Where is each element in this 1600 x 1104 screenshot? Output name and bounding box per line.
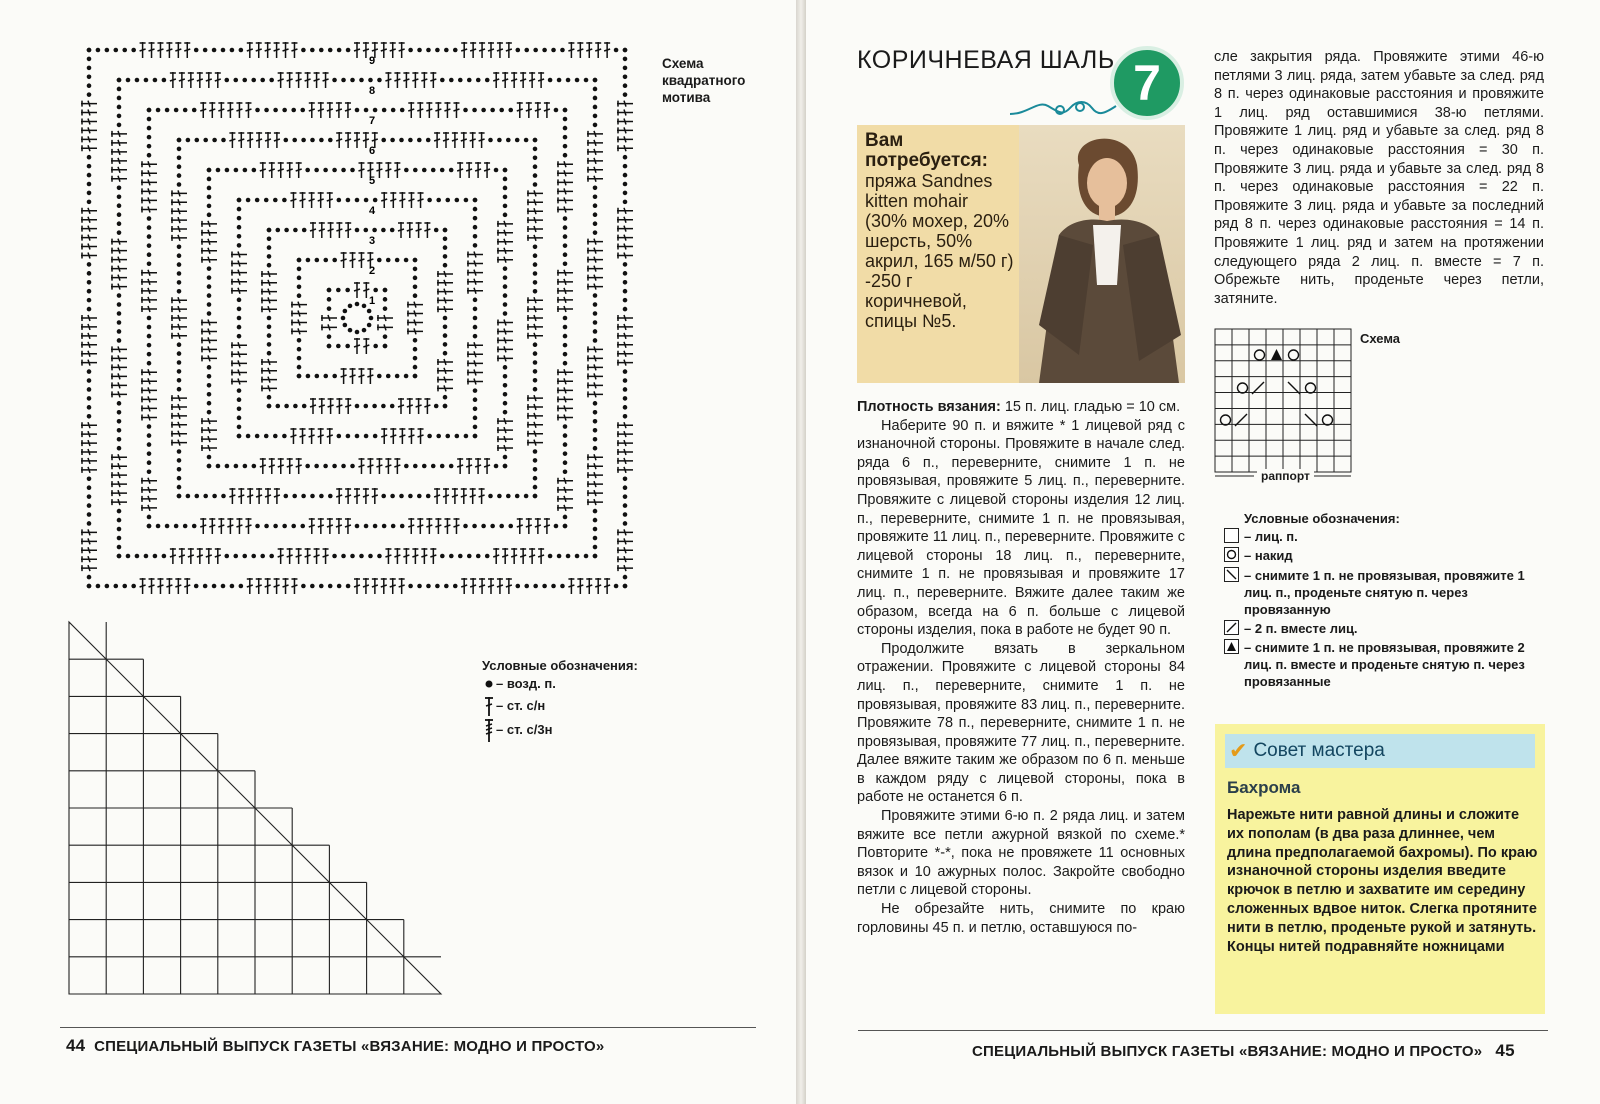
decorative-swirl [1008, 92, 1118, 122]
legend-item-yo [1224, 547, 1554, 564]
legend-label: – возд. п. [496, 676, 556, 691]
right-footer [972, 1041, 1515, 1061]
row-number: 4 [369, 205, 376, 217]
lace-schema-grid [1214, 328, 1354, 480]
row-number: 8 [369, 85, 376, 97]
right-legend-title: Условные обозначения: [1244, 511, 1400, 526]
double-crochet-icon [482, 695, 496, 717]
pattern-number-badge: 7 [1110, 46, 1184, 120]
footer-rule [60, 1027, 756, 1028]
page-number: 45 [1495, 1041, 1515, 1060]
footer-text: СПЕЦИАЛЬНЫЙ ВЫПУСК ГАЗЕТЫ «ВЯЗАНИЕ: МОДНО И ПРОСТО» [972, 1043, 1483, 1060]
materials-text [865, 131, 1015, 331]
schema-caption: Схема [1360, 331, 1401, 346]
tip-box [1215, 724, 1545, 1014]
legend-label: – 2 п. вместе лиц. [1244, 621, 1358, 636]
row-number: 3 [369, 235, 376, 247]
instruction-paragraph: Не обрезайте нить, снимите по краю горловины 45 п. и петлю, оставшуюся по- [857, 901, 1185, 936]
book-gutter [796, 0, 806, 1104]
triple-crochet-icon [482, 717, 496, 743]
left-page [0, 0, 796, 1104]
density-value: 15 п. лиц. гладью = 10 см. [1004, 399, 1181, 415]
legend-label: – ст. с/3н [496, 722, 553, 737]
right-legend [1224, 511, 1554, 690]
materials-box [857, 125, 1185, 383]
legend-item-knit [1224, 528, 1554, 545]
left-legend [482, 658, 638, 743]
checkmark-icon: ✔ [1229, 738, 1248, 763]
row-number: 6 [369, 145, 376, 157]
instructions-column-1 [857, 398, 1185, 937]
legend-item-chain [482, 673, 638, 695]
tip-header-label: Совет мастера [1253, 740, 1385, 761]
density-paragraph [857, 398, 1185, 417]
rapport-label: раппорт [1257, 469, 1314, 483]
footer-rule [858, 1030, 1548, 1031]
legend-label: – ст. с/н [496, 698, 546, 713]
tip-subtitle: Бахрома [1227, 778, 1301, 797]
legend-item-skp [1224, 567, 1554, 618]
materials-description: пряжа Sandnes kitten mohair (30% мохер, 20% шерсть, 50% акрил, 165 м/50 г) -250 г коричневой, спицы №5. [865, 171, 1014, 331]
row-number: 1 [369, 295, 376, 307]
yarn-over-icon [1224, 547, 1239, 562]
woman-in-shawl-illustration [1019, 125, 1185, 383]
legend-label: – лиц. п. [1244, 529, 1298, 544]
materials-heading: Вам потребуется: [865, 130, 988, 171]
tip-header [1225, 734, 1535, 768]
legend-label: – снимите 1 п. не провязывая, провяжите 1 лиц. п., проденьте снятую п. через провязанную [1244, 568, 1525, 617]
tip-text: Нарежьте нити равной длины и сложите их пополам (в два раза длиннее, чем длина предполагаемой бахромы). По краю изнаночной стороны изделия введите крючок в петлю и захватите им середину сложенных вдвое ниток. Слегка протяните нити в петлю, проденьте рукой и затянуть. Концы нитей подравняйте ножницами [1227, 807, 1538, 955]
legend-item-k2tog [1224, 620, 1554, 637]
instruction-paragraph: Продолжите вязать в зеркальном отражении. Провяжите с лицевой стороны 84 лиц. п., переверните, снимите 1 п. не провязывая, провяжите 83 лиц. п., переверните. Провяжите 78 п., переверните, снимите 1 п. не провязывая, провяжите 77 лиц. п., переверните. Далее вяжите таким же образом по 6 п. меньше в каждом ряду с лицевой стороны, пока в работе не останется 6 п. [857, 640, 1185, 806]
double-decrease-icon [1224, 639, 1239, 654]
row-number: 5 [369, 175, 376, 187]
legend-label: – снимите 1 п. не провязывая, провяжите 2 лиц. п. вместе и проденьте снятую п. через провязанные [1244, 640, 1525, 689]
knit-stitch-icon [1224, 528, 1239, 543]
density-label: Плотность вязания: [857, 399, 1001, 415]
skp-decrease-icon [1224, 567, 1239, 582]
left-footer [66, 1036, 604, 1056]
model-photo [1019, 125, 1185, 383]
instruction-paragraph: Провяжите этими 6-ю п. 2 ряда лиц. и затем вяжите все петли ажурной вязкой по схеме.* Повторите *-*, пока не провяжете 11 основных вязок и 10 ажурных полос. Закройте свободно петли с лицевой стороны. [857, 808, 1185, 899]
footer-text: СПЕЦИАЛЬНЫЙ ВЫПУСК ГАЗЕТЫ «ВЯЗАНИЕ: МОДНО И ПРОСТО» [94, 1038, 605, 1055]
triangle-grid-diagram [0, 600, 470, 1020]
chain-stitch-icon [482, 677, 496, 691]
row-number: 2 [369, 265, 376, 277]
row-number: 9 [369, 55, 376, 67]
instructions-column-2: сле закрытия ряда. Провяжите этими 46-ю петлями 3 лиц. ряда, затем убавьте за след. ряд 8 п. через одинаковые расстояния и провяжите 1 лиц. ряд оставшимися 38-ю петлями. Провяжите 1 лиц. ряд и убавьте за след. ряд 8 п. через одинаковые расстояния = 30 п. Провяжите 3 лиц. ряда и убавьте за след. ряд 8 п. через одинаковые расстояния = 22 п. Провяжите 3 лиц. ряда и убавьте за последний ряд 8 п. через одинаковые расстояния = 14 п. Провяжите 1 лиц. ряд и затем на протяжении следующего ряда 2 лиц. п. вместе = 7 п. Обрежьте нить, проденьте через петли, затяните. [1214, 49, 1544, 307]
page-number: 44 [66, 1036, 86, 1055]
legend-label: – накид [1244, 548, 1293, 563]
legend-item-tc [482, 717, 638, 743]
legend-item-dc [482, 695, 638, 717]
legend-item-double-decrease [1224, 639, 1554, 690]
article-title: КОРИЧНЕВАЯ ШАЛЬ [857, 46, 1115, 74]
left-legend-title: Условные обозначения: [482, 658, 638, 673]
row-number: 7 [369, 115, 376, 127]
motif-caption: Схема квадратного мотива [662, 56, 746, 105]
k2tog-icon [1224, 620, 1239, 635]
instruction-paragraph: Наберите 90 п. и вяжите * 1 лицевой ряд с изнаночной стороны. Провяжите в начале след. ряда 6 п., переверните, снимите 1 п. не провязывая, провяжите 5 лиц. п., переверните. Провяжите с лицевой стороны изделия 12 лиц. п., переверните, снимите 1 п. не провязывая, провяжите 11 лиц. п., переверните. Провяжите с лицевой стороны 18 лиц. п., переверните, снимите 1 п. не провязывая и провяжите 17 лиц. п., переверните. Вяжите далее таким же образом, всегда на 6 п. больше с лицевой стороны изделия, пока в работе не будет 90 п. [857, 417, 1185, 639]
